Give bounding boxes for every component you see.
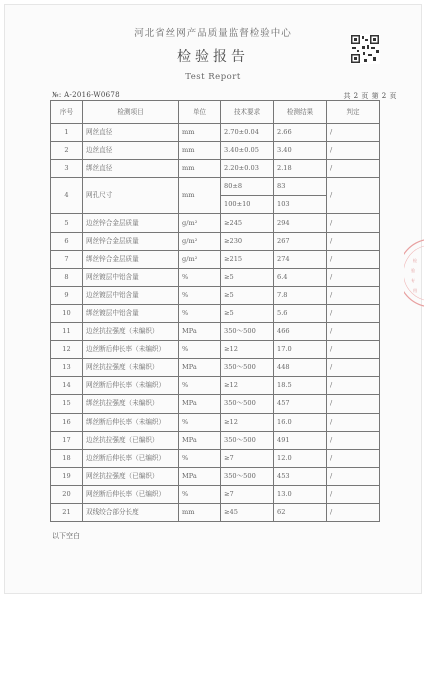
col-header-no: 序号 bbox=[51, 101, 83, 124]
cell-result: 13.0 bbox=[274, 485, 327, 503]
cell-requirement: ≥215 bbox=[221, 250, 274, 268]
table-header-row bbox=[51, 101, 380, 124]
col-header-item: 检测项目 bbox=[83, 101, 179, 124]
cell-item: 边丝锌合金层质量 bbox=[83, 214, 179, 232]
cell-result: 7.8 bbox=[274, 286, 327, 304]
cell-unit: MPa bbox=[179, 431, 221, 449]
red-seal-stamp-icon bbox=[404, 238, 424, 308]
cell-unit: mm bbox=[179, 142, 221, 160]
cell-requirement: ≥245 bbox=[221, 214, 274, 232]
cell-no: 10 bbox=[51, 304, 83, 322]
cell-result: 12.0 bbox=[274, 449, 327, 467]
cell-verdict: / bbox=[327, 124, 380, 142]
table-row bbox=[51, 323, 380, 341]
col-header-requirement: 技术要求 bbox=[221, 101, 274, 124]
table-row bbox=[51, 413, 380, 431]
cell-requirement: 100±10 bbox=[221, 196, 274, 214]
cell-item: 边丝断后伸长率（已编织） bbox=[83, 449, 179, 467]
cell-unit: % bbox=[179, 413, 221, 431]
cell-requirement: ≥7 bbox=[221, 485, 274, 503]
report-sheet bbox=[4, 4, 422, 594]
cell-verdict: / bbox=[327, 323, 380, 341]
cell-result: 457 bbox=[274, 395, 327, 413]
cell-result: 274 bbox=[274, 250, 327, 268]
cell-item: 网丝抗拉强度（未编织） bbox=[83, 359, 179, 377]
cell-no: 7 bbox=[51, 250, 83, 268]
cell-requirement: ≥7 bbox=[221, 449, 274, 467]
cell-verdict: / bbox=[327, 377, 380, 395]
cell-result: 2.18 bbox=[274, 160, 327, 178]
cell-no: 6 bbox=[51, 232, 83, 250]
table-row bbox=[51, 377, 380, 395]
cell-requirement: ≥12 bbox=[221, 413, 274, 431]
cell-no: 2 bbox=[51, 142, 83, 160]
table-row bbox=[51, 160, 380, 178]
cell-verdict: / bbox=[327, 413, 380, 431]
cell-requirement: 3.40±0.05 bbox=[221, 142, 274, 160]
table-row bbox=[51, 395, 380, 413]
table-row bbox=[51, 250, 380, 268]
cell-no: 8 bbox=[51, 268, 83, 286]
col-header-unit: 单位 bbox=[179, 101, 221, 124]
table-row bbox=[51, 124, 380, 142]
table-row bbox=[51, 467, 380, 485]
cell-requirement: 80±8 bbox=[221, 178, 274, 196]
cell-unit: g/m² bbox=[179, 232, 221, 250]
cell-requirement: 350～500 bbox=[221, 323, 274, 341]
cell-unit: % bbox=[179, 304, 221, 322]
cell-no: 16 bbox=[51, 413, 83, 431]
svg-text:检: 检 bbox=[413, 258, 417, 263]
center-name: 河北省丝网产品质量监督检验中心 bbox=[134, 28, 292, 39]
cell-unit: % bbox=[179, 377, 221, 395]
cell-verdict: / bbox=[327, 268, 380, 286]
cell-verdict: / bbox=[327, 304, 380, 322]
table-row bbox=[51, 431, 380, 449]
cell-requirement: 350～500 bbox=[221, 359, 274, 377]
cell-unit: mm bbox=[179, 503, 221, 521]
cell-verdict: / bbox=[327, 395, 380, 413]
cell-unit: g/m² bbox=[179, 250, 221, 268]
cell-result: 16.0 bbox=[274, 413, 327, 431]
cell-no: 9 bbox=[51, 286, 83, 304]
cell-result: 294 bbox=[274, 214, 327, 232]
cell-no: 19 bbox=[51, 467, 83, 485]
svg-text:用: 用 bbox=[413, 288, 417, 293]
cell-verdict: / bbox=[327, 142, 380, 160]
cell-item: 边丝抗拉强度（已编织） bbox=[83, 431, 179, 449]
svg-text:验: 验 bbox=[411, 268, 415, 273]
cell-item: 绑丝镀层中铝含量 bbox=[83, 304, 179, 322]
cell-no: 12 bbox=[51, 341, 83, 359]
cell-requirement: ≥12 bbox=[221, 341, 274, 359]
cell-verdict: / bbox=[327, 431, 380, 449]
cell-unit: mm bbox=[179, 160, 221, 178]
cell-item: 绑丝抗拉强度（未编织） bbox=[83, 395, 179, 413]
cell-unit: mm bbox=[179, 178, 221, 214]
test-results-table bbox=[50, 100, 380, 522]
page-indicator: 共 2 页 第 2 页 bbox=[343, 92, 397, 100]
cell-verdict: / bbox=[327, 341, 380, 359]
cell-item: 网丝锌合金层质量 bbox=[83, 232, 179, 250]
cell-verdict: / bbox=[327, 467, 380, 485]
table-row-mesh-a bbox=[51, 178, 380, 196]
cell-verdict: / bbox=[327, 232, 380, 250]
cell-unit: MPa bbox=[179, 323, 221, 341]
cell-item: 网丝断后伸长率（已编织） bbox=[83, 485, 179, 503]
cell-verdict: / bbox=[327, 250, 380, 268]
cell-item: 绑丝锌合金层质量 bbox=[83, 250, 179, 268]
table-row bbox=[51, 232, 380, 250]
cell-no: 20 bbox=[51, 485, 83, 503]
cell-no: 11 bbox=[51, 323, 83, 341]
cell-requirement: 2.70±0.04 bbox=[221, 124, 274, 142]
cell-no: 21 bbox=[51, 503, 83, 521]
cell-item: 边丝断后伸长率（未编织） bbox=[83, 341, 179, 359]
cell-item: 绑丝断后伸长率（未编织） bbox=[83, 413, 179, 431]
cell-no: 4 bbox=[51, 178, 83, 214]
cell-unit: MPa bbox=[179, 395, 221, 413]
cell-result: 18.5 bbox=[274, 377, 327, 395]
table-row bbox=[51, 341, 380, 359]
cell-requirement: 2.20±0.03 bbox=[221, 160, 274, 178]
cell-result: 448 bbox=[274, 359, 327, 377]
cell-unit: g/m² bbox=[179, 214, 221, 232]
cell-verdict: / bbox=[327, 214, 380, 232]
cell-item: 网丝直径 bbox=[83, 124, 179, 142]
col-header-result: 检测结果 bbox=[274, 101, 327, 124]
table-row bbox=[51, 304, 380, 322]
cell-requirement: ≥12 bbox=[221, 377, 274, 395]
table-row bbox=[51, 449, 380, 467]
cell-item: 边丝抗拉强度（未编织） bbox=[83, 323, 179, 341]
cell-requirement: ≥45 bbox=[221, 503, 274, 521]
cell-no: 17 bbox=[51, 431, 83, 449]
cell-requirement: ≥5 bbox=[221, 286, 274, 304]
cell-verdict: / bbox=[327, 485, 380, 503]
cell-verdict: / bbox=[327, 449, 380, 467]
report-title-en: Test Report bbox=[185, 72, 241, 82]
cell-verdict: / bbox=[327, 286, 380, 304]
cell-unit: MPa bbox=[179, 359, 221, 377]
qr-code-icon bbox=[350, 34, 380, 64]
cell-verdict: / bbox=[327, 359, 380, 377]
svg-text:专: 专 bbox=[411, 278, 415, 283]
cell-result: 6.4 bbox=[274, 268, 327, 286]
cell-result: 62 bbox=[274, 503, 327, 521]
cell-item: 边丝直径 bbox=[83, 142, 179, 160]
cell-result: 83 bbox=[274, 178, 327, 196]
table-row bbox=[51, 268, 380, 286]
cell-requirement: 350～500 bbox=[221, 431, 274, 449]
table-row bbox=[51, 142, 380, 160]
cell-unit: % bbox=[179, 485, 221, 503]
cell-verdict: / bbox=[327, 178, 380, 214]
cell-unit: % bbox=[179, 341, 221, 359]
cell-requirement: ≥230 bbox=[221, 232, 274, 250]
cell-item: 边丝镀层中铝含量 bbox=[83, 286, 179, 304]
cell-result: 3.40 bbox=[274, 142, 327, 160]
cell-item: 网丝抗拉强度（已编织） bbox=[83, 467, 179, 485]
report-title: 检验报告 bbox=[177, 49, 249, 65]
cell-item: 网孔尺寸 bbox=[83, 178, 179, 214]
cell-item: 双线绞合部分长度 bbox=[83, 503, 179, 521]
cell-result: 466 bbox=[274, 323, 327, 341]
cell-result: 5.6 bbox=[274, 304, 327, 322]
cell-result: 103 bbox=[274, 196, 327, 214]
table-row bbox=[51, 214, 380, 232]
cell-no: 13 bbox=[51, 359, 83, 377]
cell-verdict: / bbox=[327, 503, 380, 521]
cell-result: 17.0 bbox=[274, 341, 327, 359]
cell-item: 网丝断后伸长率（未编织） bbox=[83, 377, 179, 395]
cell-no: 15 bbox=[51, 395, 83, 413]
cell-unit: % bbox=[179, 449, 221, 467]
cell-no: 1 bbox=[51, 124, 83, 142]
cell-requirement: 350～500 bbox=[221, 395, 274, 413]
cell-result: 491 bbox=[274, 431, 327, 449]
end-of-table-note: 以下空白 bbox=[52, 532, 80, 540]
cell-result: 453 bbox=[274, 467, 327, 485]
table-row bbox=[51, 286, 380, 304]
cell-requirement: 350～500 bbox=[221, 467, 274, 485]
col-header-verdict: 判定 bbox=[327, 101, 380, 124]
cell-unit: % bbox=[179, 286, 221, 304]
cell-no: 5 bbox=[51, 214, 83, 232]
cell-no: 14 bbox=[51, 377, 83, 395]
cell-no: 3 bbox=[51, 160, 83, 178]
table-row bbox=[51, 503, 380, 521]
cell-item: 绑丝直径 bbox=[83, 160, 179, 178]
cell-unit: % bbox=[179, 268, 221, 286]
table-row bbox=[51, 359, 380, 377]
cell-no: 18 bbox=[51, 449, 83, 467]
cell-requirement: ≥5 bbox=[221, 268, 274, 286]
cell-requirement: ≥5 bbox=[221, 304, 274, 322]
cell-unit: mm bbox=[179, 124, 221, 142]
cell-result: 267 bbox=[274, 232, 327, 250]
report-number: №: A-2016-W0678 bbox=[52, 91, 120, 99]
cell-item: 网丝镀层中铝含量 bbox=[83, 268, 179, 286]
table-row bbox=[51, 485, 380, 503]
cell-verdict: / bbox=[327, 160, 380, 178]
cell-result: 2.66 bbox=[274, 124, 327, 142]
cell-unit: MPa bbox=[179, 467, 221, 485]
